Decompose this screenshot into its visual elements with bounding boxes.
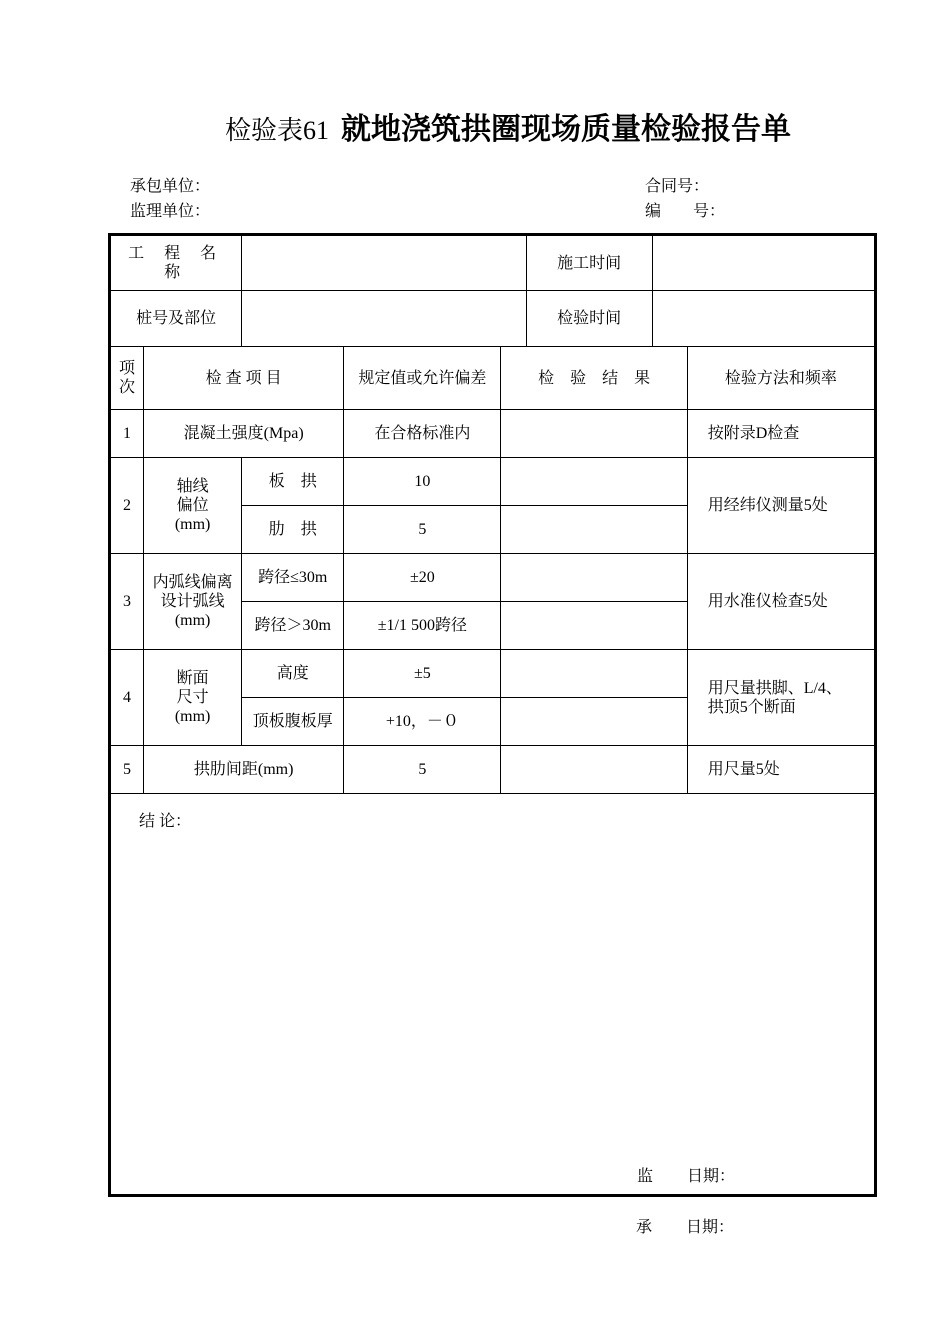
spec-value: ±20 <box>344 554 501 602</box>
column-header-row <box>110 347 876 410</box>
check-item: 混凝土强度(Mpa) <box>144 410 344 458</box>
group-line: (mm) <box>174 708 211 725</box>
result-field[interactable] <box>501 458 687 506</box>
contractor-signature <box>636 1214 734 1237</box>
result-field[interactable] <box>501 698 687 746</box>
check-subitem: 高度 <box>242 650 344 698</box>
group-line: 内弧线偏离 <box>152 574 233 591</box>
col-header-spec: 规定值或允许偏差 <box>344 347 501 410</box>
group-line: (mm) <box>174 612 211 629</box>
result-field[interactable] <box>501 650 687 698</box>
col-header-result: 检 验 结 果 <box>501 347 687 410</box>
method: 用尺量5处 <box>687 746 875 794</box>
row-no: 1 <box>110 410 144 458</box>
check-item-group <box>144 650 242 746</box>
spec-value: ±1/1 500跨径 <box>344 602 501 650</box>
inspection-time-label: 检验时间 <box>526 291 652 347</box>
result-field[interactable] <box>501 410 687 458</box>
result-field[interactable] <box>501 602 687 650</box>
check-item-group <box>144 554 242 650</box>
inspection-table <box>108 233 877 1197</box>
check-item: 拱肋间距(mm) <box>144 746 344 794</box>
group-line: 尺寸 <box>176 689 209 706</box>
check-subitem: 肋 拱 <box>242 506 344 554</box>
row-no: 5 <box>110 746 144 794</box>
contractor-date-label: 日期： <box>686 1219 735 1236</box>
contractor-sig-label: 承 <box>636 1219 653 1236</box>
construction-time-field[interactable] <box>652 235 875 291</box>
check-subitem: 跨径＞30m <box>242 602 344 650</box>
form-number: 检验表61 <box>224 116 329 145</box>
row-no: 3 <box>110 554 144 650</box>
group-line: 轴线 <box>176 478 209 495</box>
table-row <box>110 554 876 602</box>
group-line: 断面 <box>176 670 209 687</box>
method: 用水准仪检查5处 <box>687 554 875 650</box>
check-subitem: 顶板腹板厚 <box>242 698 344 746</box>
spec-value: ±5 <box>344 650 501 698</box>
station-label: 桩号及部位 <box>110 291 242 347</box>
row-no: 2 <box>110 458 144 554</box>
conclusion-label: 结 论： <box>139 813 192 830</box>
supervisor-date-label: 日期： <box>687 1168 736 1185</box>
form-title: 就地浇筑拱圈现场质量检验报告单 <box>341 113 791 146</box>
construction-time-label: 施工时间 <box>526 235 652 291</box>
table-row <box>110 650 876 698</box>
method: 用经纬仪测量5处 <box>687 458 875 554</box>
spec-value: 5 <box>344 746 501 794</box>
group-line: (mm) <box>174 516 211 533</box>
table-row <box>110 746 876 794</box>
group-line: 设计弧线 <box>160 593 225 610</box>
result-field[interactable] <box>501 506 687 554</box>
project-name-row <box>110 235 876 291</box>
serial-no-label: 编 号： <box>645 203 726 220</box>
result-field[interactable] <box>501 554 687 602</box>
method-line: 拱顶5个断面 <box>707 698 796 716</box>
supervisor-label: 监理单位： <box>130 203 211 220</box>
inspection-time-field[interactable] <box>652 291 875 347</box>
station-field[interactable] <box>242 291 526 347</box>
table-row <box>110 410 876 458</box>
spec-value: 5 <box>344 506 501 554</box>
col-header-method: 检验方法和频率 <box>687 347 875 410</box>
conclusion-field[interactable] <box>110 794 876 1196</box>
supervisor-sig-label: 监 <box>637 1168 654 1185</box>
method <box>687 650 875 746</box>
project-name-field[interactable] <box>242 235 526 291</box>
spec-value: +10，－０ <box>344 698 501 746</box>
group-line: 偏位 <box>176 497 209 514</box>
page-title <box>0 104 950 148</box>
row-no: 4 <box>110 650 144 746</box>
check-item-group <box>144 458 242 554</box>
spec-value: 在合格标准内 <box>344 410 501 458</box>
col-header-no: 项次 <box>110 347 144 410</box>
result-field[interactable] <box>501 746 687 794</box>
station-row <box>110 291 876 347</box>
supervisor-signature <box>637 1167 735 1186</box>
conclusion-row <box>110 794 876 1196</box>
contract-no-label: 合同号： <box>645 178 710 195</box>
check-subitem: 板 拱 <box>242 458 344 506</box>
contractor-label: 承包单位： <box>130 178 211 195</box>
project-name-label: 工 程 名 称 <box>110 235 242 291</box>
check-subitem: 跨径≤30m <box>242 554 344 602</box>
table-row <box>110 458 876 506</box>
method: 按附录D检查 <box>687 410 875 458</box>
spec-value: 10 <box>344 458 501 506</box>
col-header-item: 检 查 项 目 <box>144 347 344 410</box>
method-line: 用尺量拱脚、L/4、 <box>707 679 842 697</box>
